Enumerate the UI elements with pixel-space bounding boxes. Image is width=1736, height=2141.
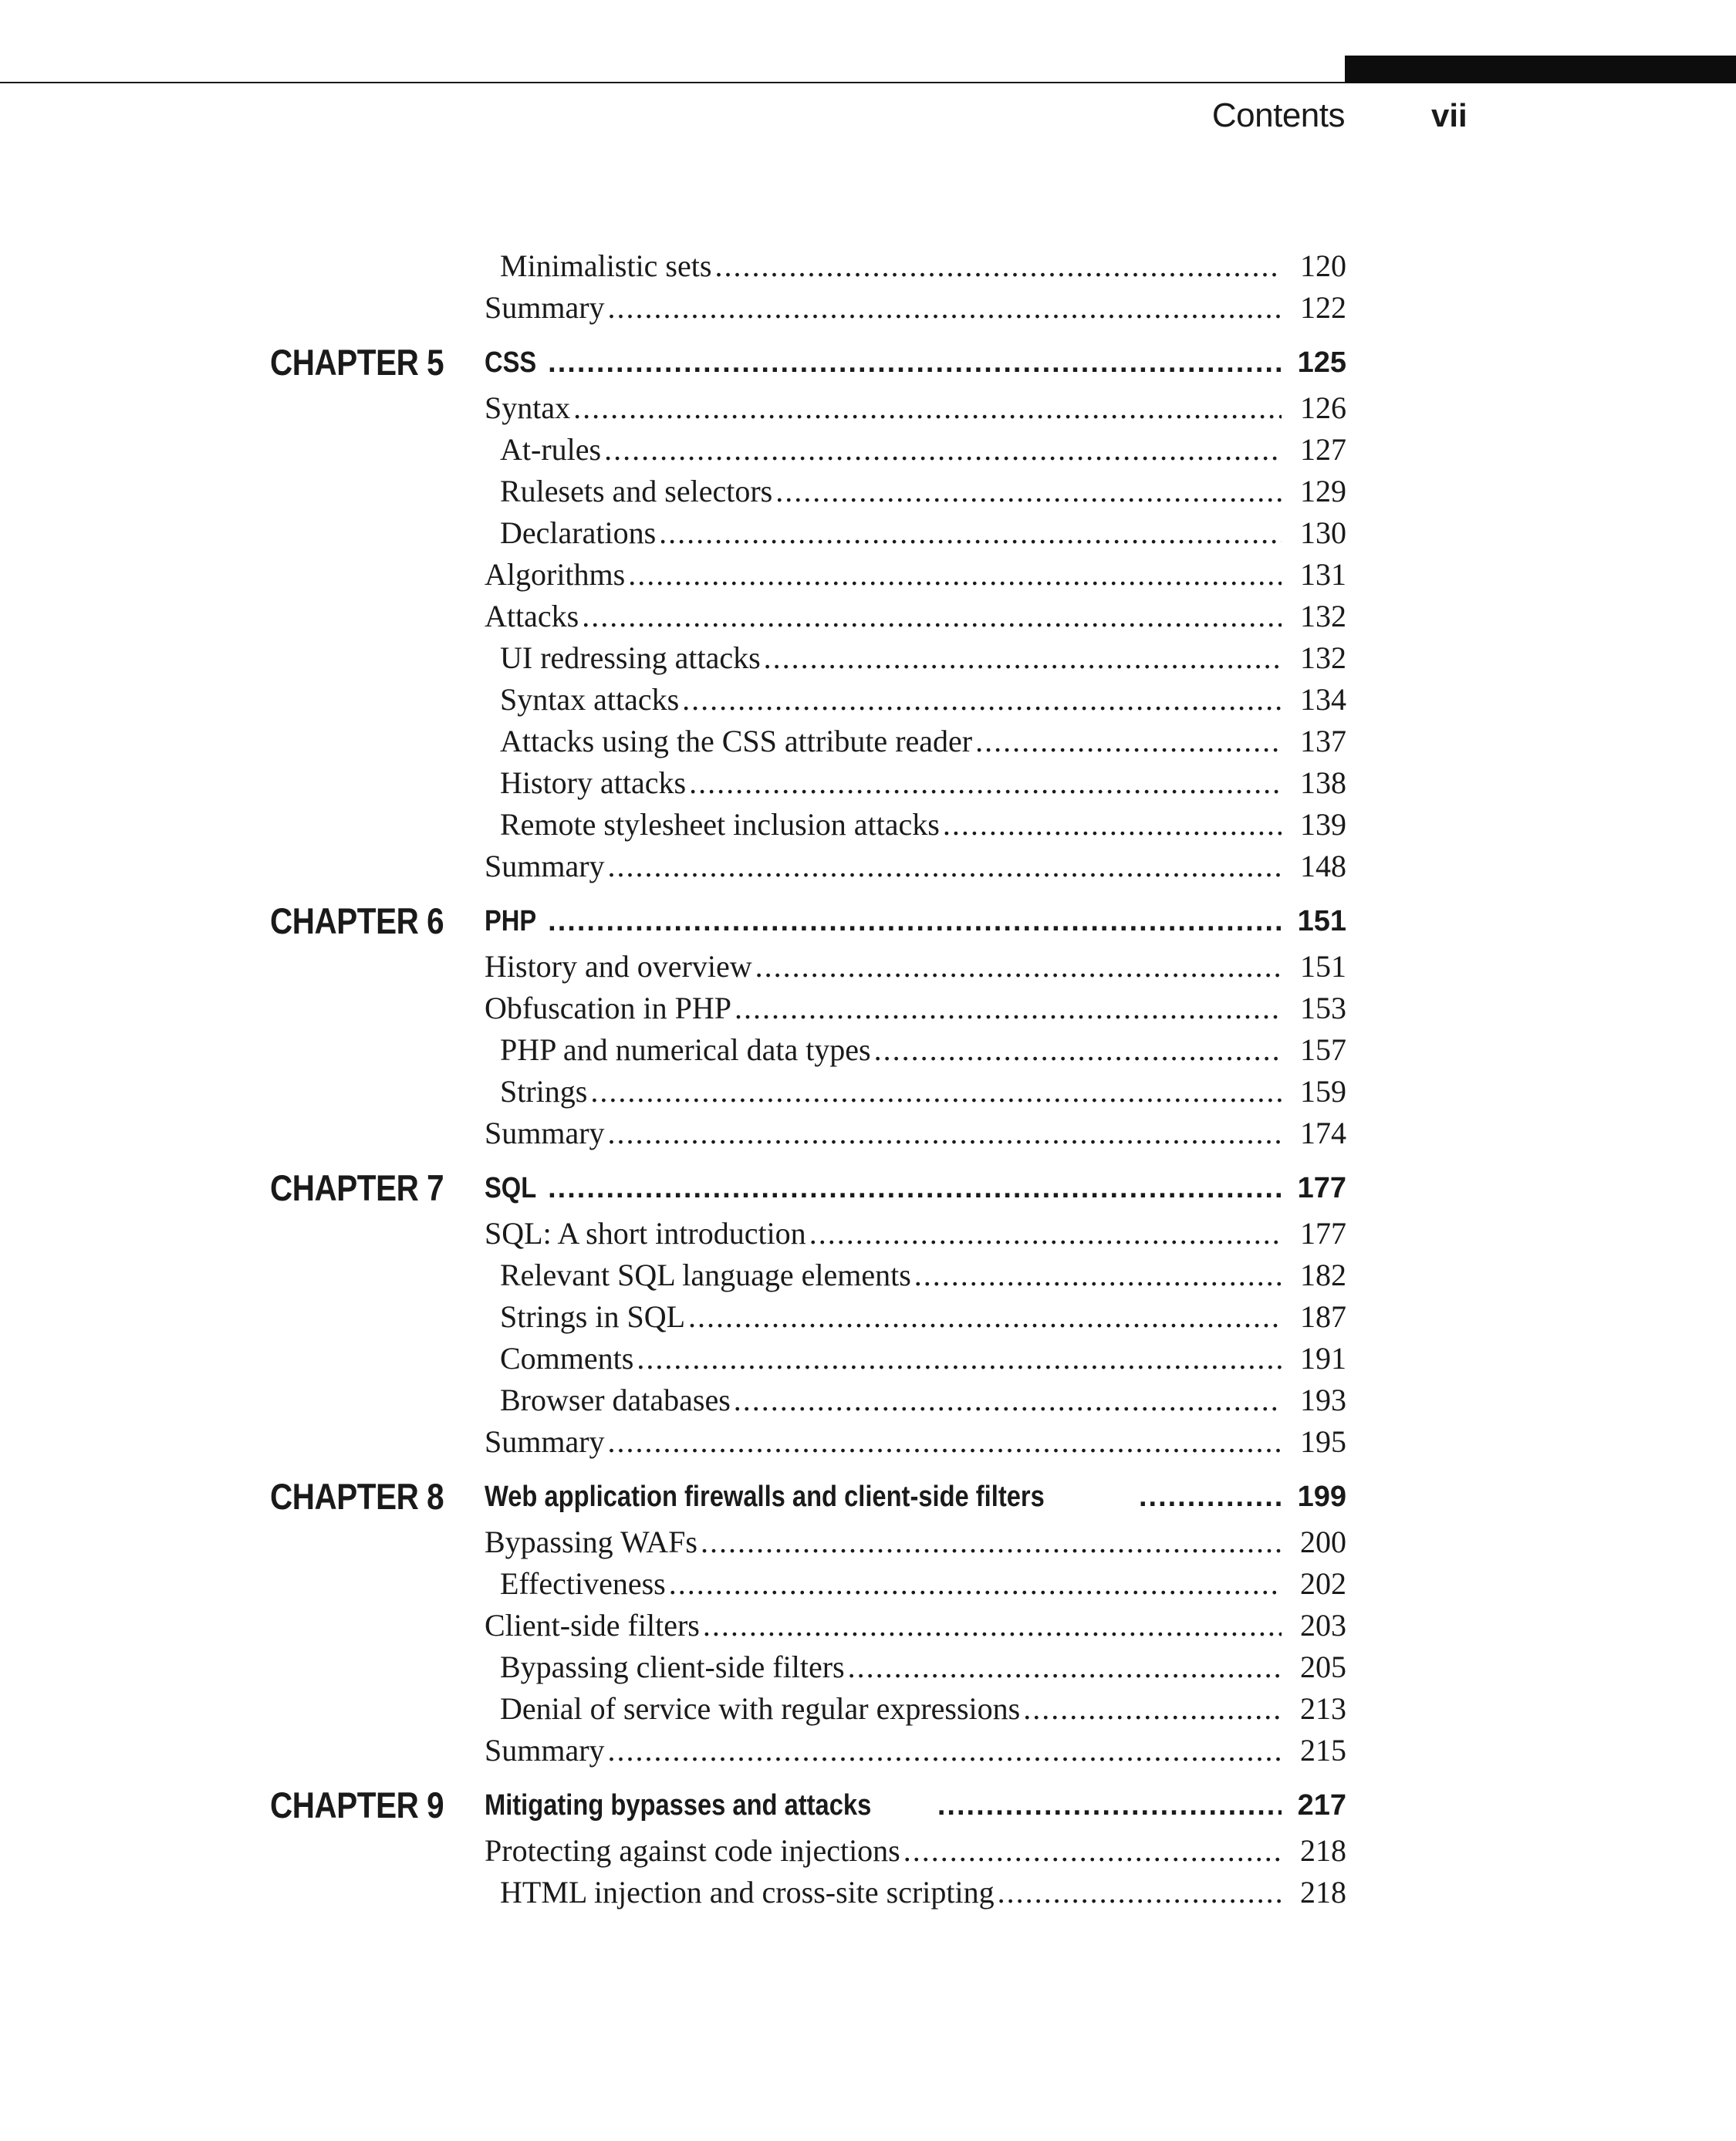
running-title: Contents: [1211, 96, 1345, 134]
toc-entry-title: Client-side filters: [485, 1608, 700, 1643]
toc-page-number: 120: [1300, 248, 1346, 283]
subsection-entry: [500, 512, 1346, 554]
toc-entry-row: [270, 1688, 1346, 1730]
chapter-title-entry: [485, 339, 1346, 386]
toc-entry-row: [270, 804, 1346, 846]
toc-entry-title: Summary: [485, 849, 605, 883]
section-entry: [485, 1605, 1346, 1646]
toc-entry-row: [270, 387, 1346, 429]
toc-page-number: 177: [1300, 1216, 1346, 1251]
toc-chapter-row: [270, 892, 1346, 946]
dot-leader: [1139, 1476, 1282, 1518]
toc-entry-title: Remote stylesheet inclusion attacks: [500, 807, 940, 842]
dot-leader: [548, 900, 1282, 942]
toc-entry-row: [270, 637, 1346, 679]
toc-page-number: 213: [1300, 1691, 1346, 1726]
toc-entry-title: Summary: [485, 290, 605, 325]
dot-leader: [688, 1296, 1282, 1338]
toc-entry-title: History attacks: [500, 765, 687, 800]
dot-leader: [755, 946, 1282, 988]
subsection-entry: [500, 1872, 1346, 1913]
subsection-entry: [500, 762, 1346, 804]
toc-entry-title: Obfuscation in PHP: [485, 991, 731, 1025]
toc-entry-row: [270, 287, 1346, 329]
toc-entry-row: [270, 1255, 1346, 1296]
dot-leader: [914, 1255, 1282, 1296]
dot-leader: [975, 721, 1282, 762]
toc-entry-title: Declarations: [500, 515, 657, 550]
section-entry: [485, 287, 1346, 329]
section-entry: [485, 554, 1346, 596]
toc-entry-title: Comments: [500, 1341, 634, 1376]
dot-leader: [628, 554, 1282, 596]
dot-leader: [608, 1730, 1282, 1771]
toc-entry-title: Strings in SQL: [500, 1299, 686, 1334]
toc-entry-title: History and overview: [485, 949, 752, 984]
toc-entry-title: Attacks using the CSS attribute reader: [500, 724, 973, 758]
section-entry: [485, 846, 1346, 887]
chapter-label: CHAPTER 9: [270, 1785, 444, 1825]
subsection-entry: [500, 1379, 1346, 1421]
chapter-title-entry: [485, 1165, 1346, 1211]
toc-entry-row: [270, 1830, 1346, 1872]
toc-chapter-row: [270, 1776, 1346, 1830]
toc-entry-row: [270, 245, 1346, 287]
toc-entry-title: Bypassing client-side filters: [500, 1650, 845, 1684]
toc-entry-title: Syntax: [485, 390, 571, 425]
chapter-title-entry: [485, 1782, 1346, 1829]
subsection-entry: [500, 1029, 1346, 1071]
toc-page-number: 129: [1300, 474, 1346, 508]
toc-entry-row: [270, 1071, 1346, 1113]
toc-entry-row: [270, 1338, 1346, 1379]
toc-entry-title: PHP: [485, 905, 537, 937]
toc-page-number: 182: [1300, 1258, 1346, 1292]
toc-entry-title: Summary: [485, 1733, 605, 1768]
dot-leader: [714, 245, 1282, 287]
toc-page-number: 195: [1300, 1424, 1346, 1459]
toc-entry-title: Algorithms: [485, 557, 626, 592]
subsection-entry: [500, 804, 1346, 846]
toc-page-number: 199: [1297, 1481, 1346, 1513]
toc-entry-title: Summary: [485, 1424, 605, 1459]
toc-page-number: 122: [1300, 290, 1346, 325]
toc-page-number: 191: [1300, 1341, 1346, 1376]
section-entry: [485, 1521, 1346, 1563]
toc-page-number: 127: [1300, 432, 1346, 467]
section-entry: [485, 1730, 1346, 1771]
subsection-entry: [500, 1338, 1346, 1379]
toc-entry-title: PHP and numerical data types: [500, 1032, 871, 1067]
toc-page-number: 151: [1297, 905, 1346, 937]
toc-entry-title: Summary: [485, 1116, 605, 1150]
dot-leader: [604, 429, 1282, 471]
dot-leader: [637, 1338, 1282, 1379]
toc-entry-row: [270, 846, 1346, 887]
toc-entry-row: [270, 1421, 1346, 1463]
toc-entry-row: [270, 1296, 1346, 1338]
toc-page-number: 187: [1300, 1299, 1346, 1334]
table-of-contents: [270, 245, 1346, 1913]
toc-chapter-row: [270, 1467, 1346, 1521]
toc-page-number: 153: [1300, 991, 1346, 1025]
toc-entry-title: SQL: A short introduction: [485, 1216, 806, 1251]
dot-leader: [548, 342, 1282, 383]
chapter-title-entry: [485, 898, 1346, 944]
dot-leader: [682, 679, 1282, 721]
toc-entry-title: Minimalistic sets: [500, 248, 712, 283]
subsection-entry: [500, 721, 1346, 762]
chapter-label: CHAPTER 6: [270, 900, 444, 941]
toc-page-number: 139: [1300, 807, 1346, 842]
toc-entry-title: Relevant SQL language elements: [500, 1258, 911, 1292]
dot-leader: [937, 1785, 1282, 1826]
toc-page-number: 130: [1300, 515, 1346, 550]
section-entry: [485, 1421, 1346, 1463]
dot-leader: [809, 1213, 1282, 1255]
dot-leader: [775, 471, 1282, 512]
toc-entry-row: [270, 1213, 1346, 1255]
dot-leader: [590, 1071, 1282, 1113]
toc-page-number: 151: [1300, 949, 1346, 984]
dot-leader: [734, 1379, 1282, 1421]
toc-entry-row: [270, 1563, 1346, 1605]
toc-entry-title: SQL: [485, 1172, 537, 1204]
subsection-entry: [500, 1646, 1346, 1688]
dot-leader: [573, 387, 1282, 429]
subsection-entry: [500, 1255, 1346, 1296]
section-entry: [485, 988, 1346, 1029]
toc-page-number: 218: [1300, 1875, 1346, 1910]
header-bar: [1345, 56, 1736, 83]
toc-page-number: 148: [1300, 849, 1346, 883]
toc-entry-row: [270, 554, 1346, 596]
dot-leader: [735, 988, 1282, 1029]
toc-entry-row: [270, 1379, 1346, 1421]
toc-entry-row: [270, 471, 1346, 512]
subsection-entry: [500, 1071, 1346, 1113]
toc-page-number: 218: [1300, 1833, 1346, 1868]
toc-page-number: 174: [1300, 1116, 1346, 1150]
dot-leader: [943, 804, 1282, 846]
dot-leader: [659, 512, 1282, 554]
toc-page-number: 138: [1300, 765, 1346, 800]
section-entry: [485, 596, 1346, 637]
toc-entry-title: Rulesets and selectors: [500, 474, 773, 508]
toc-page-number: 200: [1300, 1525, 1346, 1559]
toc-entry-row: [270, 1113, 1346, 1154]
dot-leader: [764, 637, 1282, 679]
toc-page-number: 125: [1297, 346, 1346, 379]
toc-entry-title: Web application firewalls and client-side filters: [485, 1481, 1045, 1513]
dot-leader: [874, 1029, 1282, 1071]
dot-leader: [608, 1421, 1282, 1463]
toc-entry-row: [270, 596, 1346, 637]
subsection-entry: [500, 245, 1346, 287]
dot-leader: [903, 1830, 1282, 1872]
subsection-entry: [500, 1296, 1346, 1338]
toc-entry-row: [270, 1646, 1346, 1688]
toc-chapter-row: [270, 1159, 1346, 1213]
toc-chapter-row: [270, 333, 1346, 387]
page-number: vii: [1431, 97, 1467, 133]
section-entry: [485, 387, 1346, 429]
toc-entry-title: Syntax attacks: [500, 682, 680, 717]
dot-leader: [582, 596, 1282, 637]
toc-entry-row: [270, 946, 1346, 988]
toc-entry-row: [270, 429, 1346, 471]
dot-leader: [608, 287, 1282, 329]
toc-page-number: 203: [1300, 1608, 1346, 1643]
toc-page-number: 159: [1300, 1074, 1346, 1109]
dot-leader: [701, 1521, 1282, 1563]
toc-entry-row: [270, 679, 1346, 721]
toc-entry-title: Browser databases: [500, 1383, 731, 1417]
dot-leader: [1023, 1688, 1282, 1730]
toc-entry-row: [270, 988, 1346, 1029]
toc-entry-row: [270, 721, 1346, 762]
toc-page-number: 193: [1300, 1383, 1346, 1417]
toc-page-number: 217: [1297, 1789, 1346, 1822]
toc-page-number: 132: [1300, 599, 1346, 633]
subsection-entry: [500, 679, 1346, 721]
toc-entry-title: Attacks: [485, 599, 579, 633]
section-entry: [485, 1213, 1346, 1255]
toc-entry-row: [270, 1872, 1346, 1913]
dot-leader: [689, 762, 1282, 804]
toc-entry-title: Strings: [500, 1074, 588, 1109]
toc-entry-title: CSS: [485, 346, 537, 379]
toc-entry-title: Denial of service with regular expressions: [500, 1691, 1021, 1726]
dot-leader: [548, 1167, 1282, 1209]
toc-page-number: 134: [1300, 682, 1346, 717]
toc-entry-title: UI redressing attacks: [500, 640, 761, 675]
toc-entry-title: Effectiveness: [500, 1566, 666, 1601]
subsection-entry: [500, 1563, 1346, 1605]
toc-entry-row: [270, 1521, 1346, 1563]
toc-page-number: 177: [1297, 1172, 1346, 1204]
dot-leader: [998, 1872, 1282, 1913]
subsection-entry: [500, 1688, 1346, 1730]
dot-leader: [608, 846, 1282, 887]
chapter-label: CHAPTER 8: [270, 1476, 444, 1517]
subsection-entry: [500, 637, 1346, 679]
toc-page-number: 215: [1300, 1733, 1346, 1768]
chapter-label: CHAPTER 7: [270, 1167, 444, 1208]
toc-entry-row: [270, 1029, 1346, 1071]
toc-entry-title: At-rules: [500, 432, 602, 467]
section-entry: [485, 1113, 1346, 1154]
toc-page-number: 157: [1300, 1032, 1346, 1067]
toc-page-number: 131: [1300, 557, 1346, 592]
toc-page-number: 132: [1300, 640, 1346, 675]
toc-entry-row: [270, 1730, 1346, 1771]
chapter-label: CHAPTER 5: [270, 342, 444, 383]
toc-page-number: 126: [1300, 390, 1346, 425]
toc-entry-title: Mitigating bypasses and attacks: [485, 1789, 872, 1822]
dot-leader: [608, 1113, 1282, 1154]
toc-entry-title: HTML injection and cross-site scripting: [500, 1875, 995, 1910]
subsection-entry: [500, 471, 1346, 512]
toc-page-number: 137: [1300, 724, 1346, 758]
toc-page-number: 205: [1300, 1650, 1346, 1684]
toc-entry-title: Bypassing WAFs: [485, 1525, 697, 1559]
chapter-title-entry: [485, 1474, 1346, 1520]
toc-entry-row: [270, 762, 1346, 804]
toc-entry-row: [270, 1605, 1346, 1646]
dot-leader: [703, 1605, 1282, 1646]
section-entry: [485, 1830, 1346, 1872]
dot-leader: [848, 1646, 1282, 1688]
section-entry: [485, 946, 1346, 988]
toc-entry-title: Protecting against code injections: [485, 1833, 900, 1868]
toc-entry-row: [270, 512, 1346, 554]
toc-page-number: 202: [1300, 1566, 1346, 1601]
dot-leader: [669, 1563, 1282, 1605]
subsection-entry: [500, 429, 1346, 471]
